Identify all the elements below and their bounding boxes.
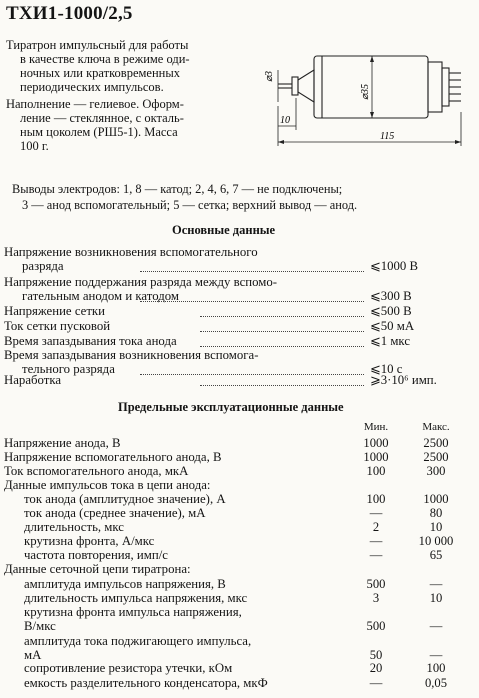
description-line-4: периодических импульсов. <box>20 80 164 94</box>
limit-row-max: 80 <box>429 506 443 520</box>
limit-row-min: 500 <box>366 619 386 633</box>
limit-row-min: 20 <box>369 661 383 675</box>
dot-leader <box>140 301 364 302</box>
limit-row-max: 2500 <box>423 436 449 450</box>
main-row-value: ⩽10 с <box>370 362 403 376</box>
limit-row-label: ток анода (амплитудное значение), А <box>24 492 226 506</box>
limit-row-max: 10 <box>429 591 443 605</box>
limit-row-label: мА <box>24 648 42 662</box>
limit-row-max: — <box>429 648 443 662</box>
main-row-value: ⩽50 мА <box>370 319 415 333</box>
limit-row-label: Данные сеточной цепи тиратрона: <box>4 562 191 576</box>
main-row-label: Время запаздывания тока анода <box>4 334 177 348</box>
main-row-label: гательным анодом и катодом <box>22 289 179 303</box>
limit-row-min: 1000 <box>363 436 389 450</box>
description-line-3: ночных или кратковременных <box>20 66 180 80</box>
limit-row-min: — <box>369 506 383 520</box>
main-row-value: ⩾3·10⁶ имп. <box>370 373 437 387</box>
limit-row-max: 65 <box>429 548 443 562</box>
limit-row-min: 50 <box>369 648 383 662</box>
description-line-2: в качестве ключа в режиме оди- <box>20 52 190 66</box>
description-line-6: ление — стеклянное, с окталь- <box>20 111 184 125</box>
main-row-label: тельного разряда <box>22 362 115 376</box>
limit-row-label: Данные импульсов тока в цепи анода: <box>4 478 211 492</box>
limit-row-label: крутизна фронта, А/мкс <box>24 534 155 548</box>
limit-row-min: 1000 <box>363 450 389 464</box>
dot-leader <box>200 346 364 347</box>
top-cap <box>292 77 298 95</box>
limit-row-label: частота повторения, имп/с <box>24 548 168 562</box>
dim-short-label: 10 <box>280 115 290 126</box>
main-row-label: Напряжение поддержания разряда между вспомо- <box>4 275 278 289</box>
tube-neck <box>298 70 314 102</box>
tube-drawing <box>262 42 476 154</box>
limit-row-max: 10 <box>429 520 443 534</box>
limit-row-min: 100 <box>366 464 386 478</box>
limit-row-label: Напряжение анода, В <box>4 436 121 450</box>
main-section-heading: Основные данные <box>172 223 276 237</box>
page-title: ТХИ1-1000/2,5 <box>6 3 133 24</box>
limit-row-max: 0,05 <box>424 676 448 690</box>
main-row-label: Напряжение возникновения вспомогательного <box>4 245 258 259</box>
col-min-header: Мин. <box>363 421 389 433</box>
limit-row-max: — <box>429 619 443 633</box>
main-row-label: Время запаздывания возникновения вспомога- <box>4 348 259 362</box>
limit-row-min: 3 <box>372 591 380 605</box>
limit-row-label: амплитуда тока поджигающего импульса, <box>24 634 252 648</box>
main-row-label: Ток сетки пусковой <box>4 319 111 333</box>
description-line-5: Наполнение — гелиевое. Оформ- <box>6 97 184 111</box>
limit-row-label: В/мкс <box>24 619 56 633</box>
dim-length-label: 115 <box>380 131 395 142</box>
limit-row-min: 100 <box>366 492 386 506</box>
electrodes-line-1: Выводы электродов: 1, 8 — катод; 2, 4, 6, 7 — не подключены; <box>12 182 343 196</box>
limit-row-min: 2 <box>372 520 380 534</box>
dot-leader <box>200 316 364 317</box>
main-row-label: разряда <box>22 259 64 273</box>
limit-row-label: длительность, мкс <box>24 520 124 534</box>
tube-base <box>428 62 442 112</box>
limit-row-min: — <box>369 534 383 548</box>
tube-bulb <box>314 56 428 118</box>
dot-leader <box>140 374 364 375</box>
limit-row-max: 1000 <box>423 492 449 506</box>
description-line-7: ным цоколем (РШ5-1). Масса <box>20 125 178 139</box>
main-row-value: ⩽1 мкс <box>370 334 410 348</box>
dot-leader <box>200 385 364 386</box>
electrodes-line-2: 3 — анод вспомогательный; 5 — сетка; верхний вывод — анод. <box>22 198 358 212</box>
limit-row-min: — <box>369 548 383 562</box>
main-row-value: ⩽500 В <box>370 304 412 318</box>
col-max-header: Макс. <box>422 421 450 433</box>
limits-section-heading: Предельные эксплуатационные данные <box>118 400 344 414</box>
limit-row-max: 10 000 <box>418 534 454 548</box>
limit-row-max: — <box>429 577 443 591</box>
main-row-label: Наработка <box>4 373 62 387</box>
limit-row-label: Ток вспомогательного анода, мкА <box>4 464 189 478</box>
limit-row-label: ток анода (среднее значение), мА <box>24 506 206 520</box>
limit-row-max: 300 <box>426 464 446 478</box>
description-line-8: 100 г. <box>20 139 49 153</box>
dot-leader <box>140 271 364 272</box>
limit-row-max: 100 <box>426 661 446 675</box>
dim-diameter-label: ⌀35 <box>360 83 371 100</box>
main-row-value: ⩽1000 В <box>370 259 419 273</box>
dim-left-label: ⌀3 <box>264 70 275 82</box>
limit-row-label: Напряжение вспомогательного анода, В <box>4 450 222 464</box>
main-row-value: ⩽300 В <box>370 289 412 303</box>
description-line-1: Тиратрон импульсный для работы <box>6 38 189 52</box>
limit-row-label: крутизна фронта импульса напряжения, <box>24 605 242 619</box>
limit-row-label: сопротивление резистора утечки, кОм <box>24 661 233 675</box>
main-row-label: Напряжение сетки <box>4 304 105 318</box>
dot-leader <box>200 331 364 332</box>
limit-row-label: емкость разделительного конденсатора, мкФ <box>24 676 268 690</box>
limit-row-min: 500 <box>366 577 386 591</box>
limit-row-max: 2500 <box>423 450 449 464</box>
limit-row-label: длительность импульса напряжения, мкс <box>24 591 248 605</box>
limit-row-label: амплитуда импульсов напряжения, В <box>24 577 226 591</box>
limit-row-min: — <box>369 676 383 690</box>
